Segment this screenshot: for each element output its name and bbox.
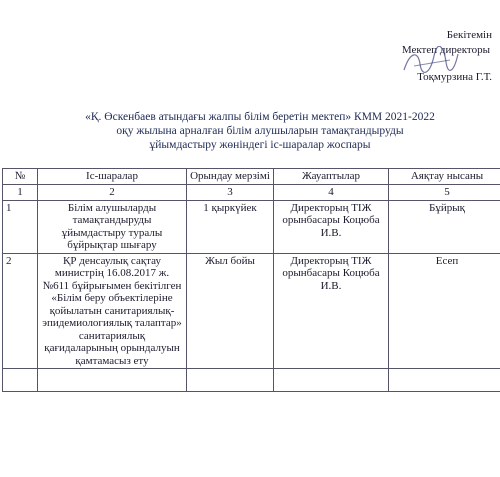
- row-deadline: 1 қыркүйек: [187, 200, 274, 253]
- table-header-row: [3, 169, 500, 185]
- signature-icon: [400, 46, 460, 78]
- table-row: [3, 253, 500, 369]
- header-responsible: Жауаптылар: [274, 169, 389, 185]
- row-activity: ҚР денсаулық сақтау министрің 16.08.2017 ж. №611 бұйрығымен бекітілген «Білім беру объектілеріне қойылатын санитариялық-эпидемиологиялық талаптар» санитариялық қағидаларының орындалуын қамтамасыз ету: [38, 253, 187, 369]
- row-responsible: Директорың ТІЖ орынбасары Коцюба И.В.: [274, 200, 389, 253]
- approval-name: Тоқмурзина Г.Т.: [417, 71, 492, 83]
- header-number: №: [3, 169, 38, 185]
- column-number-row: [3, 184, 500, 200]
- approval-position: Мектеп директоры: [401, 44, 490, 56]
- title-line-2: оқу жылына арналған білім алушыларын тамақтандыруды: [116, 125, 404, 137]
- plan-table: [2, 168, 500, 392]
- column-number: 2: [38, 184, 187, 200]
- header-activity: Іс-шаралар: [38, 169, 187, 185]
- row-number: 2: [3, 253, 38, 369]
- row-deadline: Жыл бойы: [187, 253, 274, 369]
- header-deadline: Орындау мерзімі: [187, 169, 274, 185]
- row-number: 1: [3, 200, 38, 253]
- column-number: 1: [3, 184, 38, 200]
- column-number: 5: [389, 184, 500, 200]
- approval-heading: Бекітемін: [446, 29, 492, 41]
- row-form: Бұйрық: [389, 200, 500, 253]
- table-row: [3, 200, 500, 253]
- table-row-cut-off: [3, 369, 500, 392]
- column-number: 3: [187, 184, 274, 200]
- column-number: 4: [274, 184, 389, 200]
- row-activity: Білім алушыларды тамақтандыруды ұйымдастыру туралы бұйрықтар шығару: [38, 200, 187, 253]
- header-form: Аяқтау нысаны: [389, 169, 500, 185]
- document-title: [40, 110, 480, 152]
- title-line-1: «Қ. Өскенбаев атындағы жалпы білім беретін мектеп» КММ 2021-2022: [85, 111, 435, 123]
- row-responsible: Директорың ТІЖ орынбасары Коцюба И.В.: [274, 253, 389, 369]
- row-form: Есеп: [389, 253, 500, 369]
- title-line-3: ұйымдастыру жөніндегі іс-шаралар жоспары: [149, 139, 371, 151]
